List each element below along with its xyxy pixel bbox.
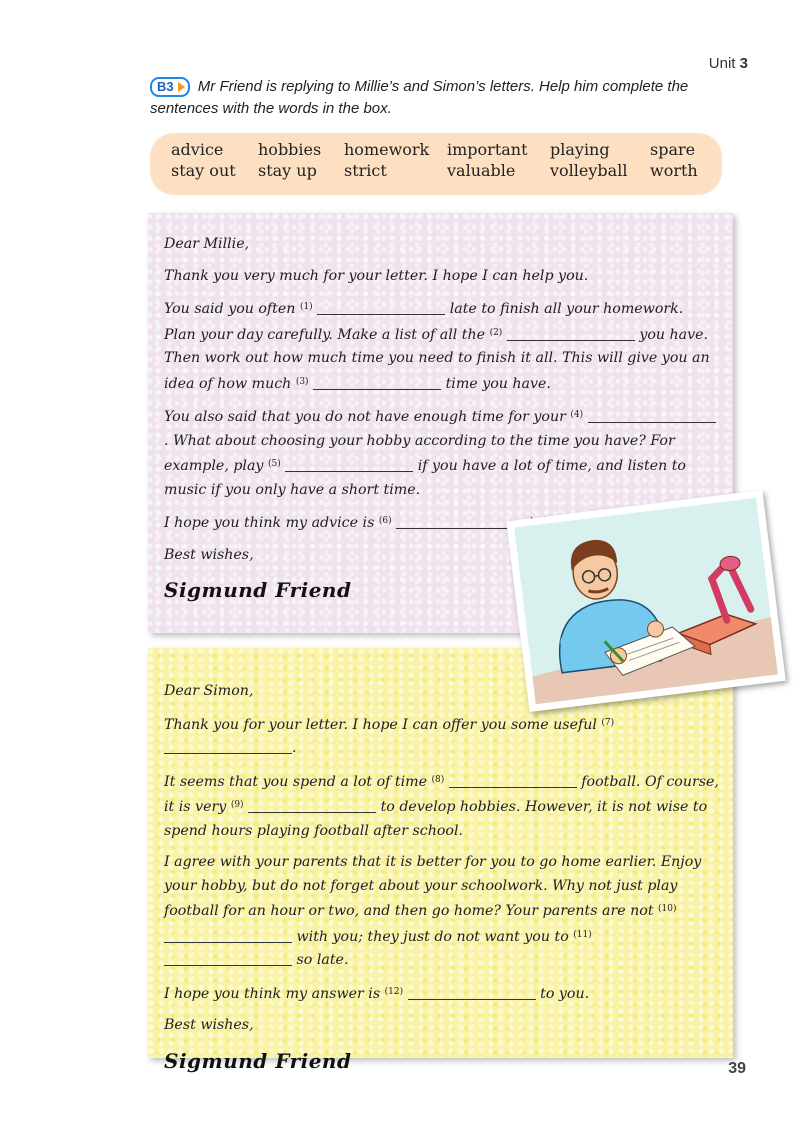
letter-paragraph (164, 981, 719, 1007)
word-item: playing (550, 140, 610, 159)
blank-number: (11) (573, 929, 592, 940)
word-item: homework (344, 140, 430, 159)
word-item: stay out (171, 161, 236, 180)
signature: Sigmund Friend (164, 578, 352, 602)
paragraph-text: football. Of course, it is very (164, 773, 719, 815)
blank-number: (7) (601, 717, 615, 728)
blank-number: (2) (489, 327, 503, 338)
paragraph-text: I agree with your parents that it is better for you to go home earlier. Enjoy your hobby, but do not forget about your schoolwork. Why not just play football for an hour or two, and then go home? Your parents are not (164, 854, 702, 919)
blank-number: (6) (378, 516, 392, 526)
answer-blank-11[interactable] (164, 951, 292, 966)
writer-illustration-drawing (514, 498, 778, 704)
answer-blank-9[interactable] (248, 798, 376, 813)
paragraph-text: You also said that you do not have enough time for your (164, 409, 566, 425)
answer-blank-1[interactable] (317, 300, 445, 315)
word-item: strict (344, 161, 387, 180)
answer-blank-7[interactable] (164, 739, 292, 754)
letter-closing: Best wishes, (164, 1017, 254, 1033)
unit-word: Unit (708, 55, 736, 72)
word-item: advice (171, 140, 224, 159)
blank-number: (10) (658, 904, 677, 914)
paragraph-text: I hope you think my answer is (164, 985, 381, 1002)
paragraph-text: to you. (540, 985, 590, 1002)
signature: Sigmund Friend (164, 1048, 352, 1073)
word-item: worth (650, 161, 698, 180)
letter-paragraph (164, 769, 719, 844)
paragraph-text: if you have a lot of time, and listen to music if you only have a short time. (164, 458, 686, 498)
blank-number: (12) (384, 986, 404, 997)
paragraph-text: You said you often (164, 301, 296, 317)
word-item: spare (650, 140, 696, 159)
paragraph-text: late to finish all your homework. Plan your day carefully. Make a list of all the (164, 301, 684, 343)
answer-blank-12[interactable] (408, 985, 536, 1000)
paragraph-text: Thank you very much for your letter. I hope I can help you. (164, 267, 589, 284)
word-item: stay up (258, 161, 317, 180)
paragraph-text: . What about choosing your hobby according to the time you have? For example, play (164, 432, 675, 474)
blank-number: (9) (230, 800, 244, 810)
letter-paragraph (164, 265, 719, 289)
word-grid (171, 140, 722, 180)
answer-blank-4[interactable] (588, 408, 716, 423)
task-instruction: Mr Friend is replying to Millie’s and Simon’s letters. Help him complete the sentences with the words in the box. (150, 78, 689, 117)
page-number: 39 (728, 1060, 746, 1077)
answer-blank-2[interactable] (507, 326, 635, 341)
letter-simon (148, 648, 733, 1073)
blank-number: (8) (431, 774, 445, 785)
blank-number: (1) (299, 302, 313, 312)
paragraph-text: to develop hobbies. However, it is not wise to spend hours playing football after school. (164, 799, 708, 839)
unit-number: 3 (739, 55, 748, 72)
word-item: important (447, 140, 528, 159)
task-instruction-block (150, 76, 750, 120)
task-badge: B3 (150, 77, 190, 97)
letter-greeting: Dear Millie, (164, 236, 250, 252)
letter-paragraph (164, 851, 719, 973)
word-item: valuable (447, 161, 516, 180)
paragraph-text: time you have. (445, 375, 551, 392)
answer-blank-5[interactable] (285, 457, 413, 472)
paragraph-text: with you; they just do not want you to (296, 928, 569, 945)
paragraph-text: so late. (296, 952, 349, 968)
paragraph-text: Thank you for your letter. I hope I can offer you some useful (164, 716, 597, 733)
blank-number: (3) (295, 376, 309, 387)
letter-paragraph (164, 712, 719, 761)
answer-blank-10[interactable] (164, 928, 292, 943)
answer-blank-3[interactable] (313, 375, 441, 390)
answer-blank-6[interactable] (396, 514, 524, 529)
word-item: volleyball (550, 161, 628, 180)
letter-closing: Best wishes, (164, 546, 254, 563)
letter-greeting: Dear Simon, (164, 683, 254, 699)
paragraph-text: you have. Then work out how much time you need to finish it all. This will give you an idea of how much (164, 326, 710, 392)
writer-illustration (506, 490, 785, 712)
letter-paragraph (164, 404, 719, 502)
word-box (150, 133, 722, 195)
paragraph-text: It seems that you spend a lot of time (164, 773, 427, 790)
answer-blank-8[interactable] (449, 773, 577, 788)
paragraph-text: I hope you think my advice is (164, 515, 375, 531)
paragraph-text: . (292, 740, 297, 756)
word-item: hobbies (258, 140, 322, 159)
blank-number: (5) (267, 459, 281, 469)
letter-paragraph (164, 296, 719, 396)
unit-label (709, 55, 748, 72)
blank-number: (4) (570, 410, 584, 420)
